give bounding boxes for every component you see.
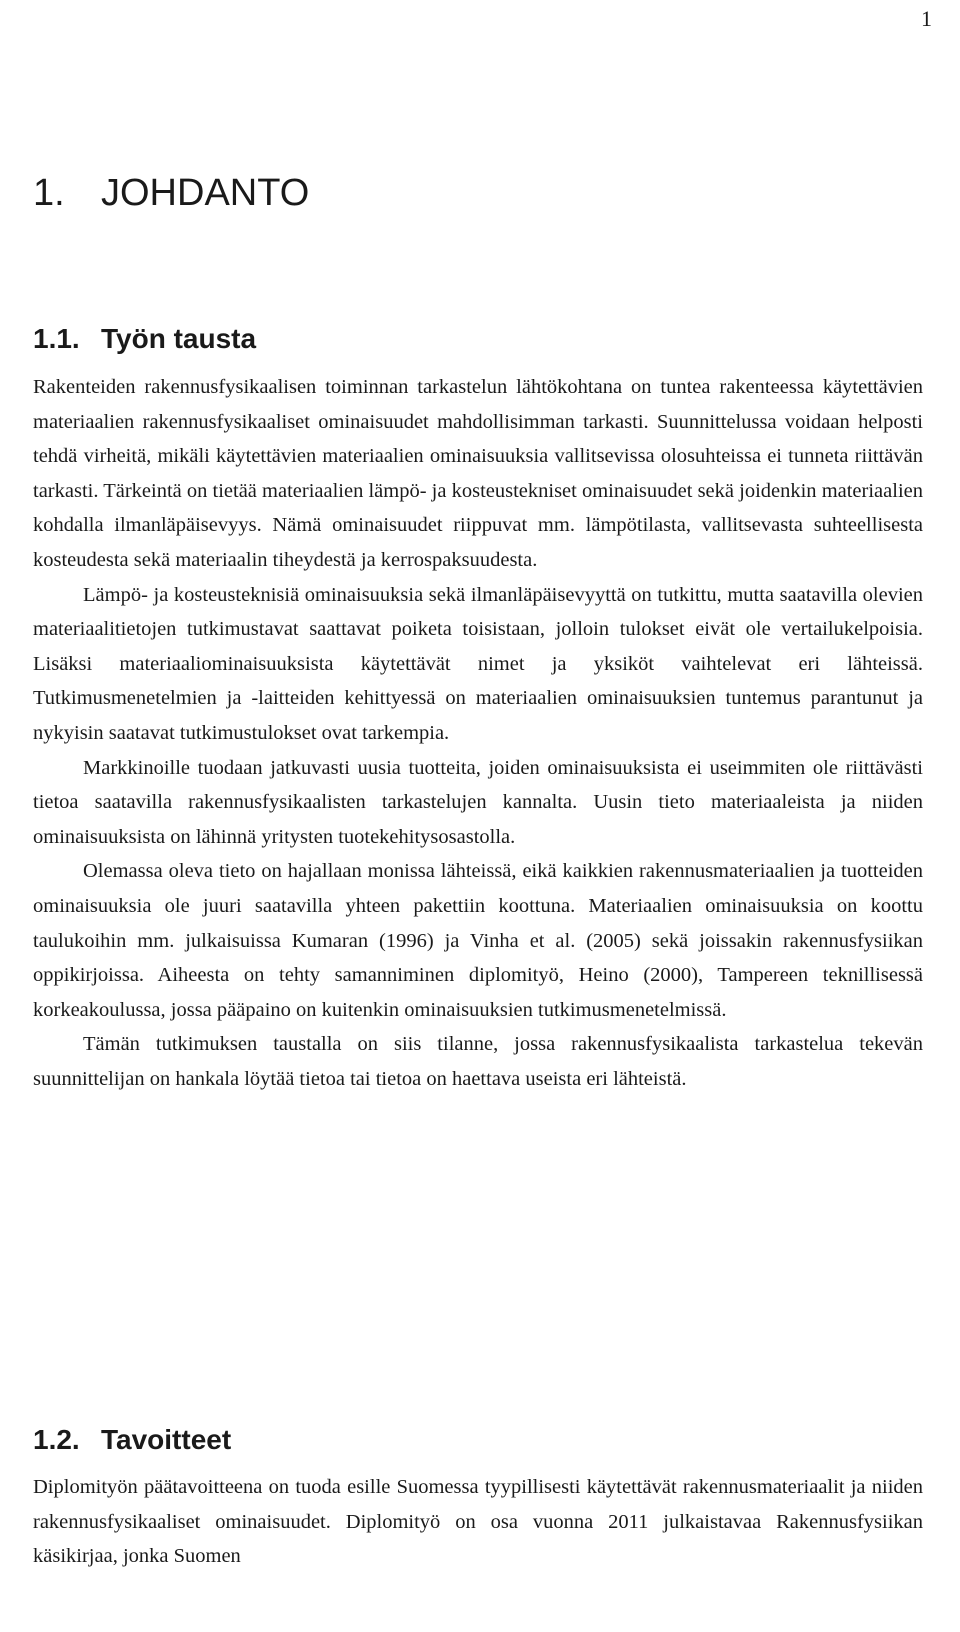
section-title: Työn tausta bbox=[101, 323, 257, 354]
section-number: 1.2. bbox=[33, 1424, 80, 1455]
paragraph: Lämpö- ja kosteusteknisiä ominaisuuksia sekä ilmanläpäisevyyttä on tutkittu, mutta saatavilla olevien materiaalitietojen tutkimustavat saattavat poiketa toisistaan, jolloin tulokset eivät ole vertailukelpoisia. Lisäksi materiaaliominaisuuksista käytettävät nimet ja yksiköt vaihtelevat eri lähteissä. Tutkimusmenetelmien ja -laitteiden kehittyessä on materiaalien ominaisuuksien tuntemus parantunut ja nykyisin saatavat tutkimustulokset ovat tarkempia. bbox=[33, 583, 923, 744]
chapter-heading bbox=[33, 170, 309, 216]
section-heading-tavoitteet bbox=[33, 1423, 231, 1457]
paragraph: Tämän tutkimuksen taustalla on siis tilanne, jossa rakennusfysikaalista tarkastelua tekevän suunnittelijan on hankala löytää tietoa tai tietoa on haettava useista eri lähteistä. bbox=[33, 1033, 923, 1090]
chapter-number: 1. bbox=[33, 172, 65, 214]
section-title: Tavoitteet bbox=[101, 1424, 232, 1455]
paragraph: Markkinoille tuodaan jatkuvasti uusia tuotteita, joiden ominaisuuksista ei useimmiten ole riittävästi tietoa saatavilla rakennusfysikaalisten tarkastelujen kannalta. Uusin tieto materiaaleista ja niiden ominaisuuksista on lähinnä yritysten tuotekehitysosastolla. bbox=[33, 756, 923, 848]
section-body-tyon-tausta bbox=[33, 370, 923, 1096]
paragraph: Rakenteiden rakennusfysikaalisen toiminnan tarkastelun lähtökohtana on tuntea rakenteessa käytettävien materiaalien rakennusfysikaaliset ominaisuudet mahdollisimman tarkasti. Suunnittelussa voidaan helposti tehdä virheitä, mikäli käytettävien materiaalien ominaisuuksia vallitsevissa olosuhteissa ei tunneta riittävän tarkasti. Tärkeintä on tietää materiaalien lämpö- ja kosteustekniset ominaisuudet sekä joidenkin materiaalien kohdalla ilmanläpäisevyys. Nämä ominaisuudet riippuvat mm. lämpötilasta, vallitsevasta suhteellisesta kosteudesta sekä materiaalin tiheydestä ja kerrospaksuudesta. bbox=[33, 376, 923, 571]
section-heading-tyon-tausta bbox=[33, 322, 256, 356]
chapter-title: JOHDANTO bbox=[101, 172, 310, 214]
paragraph: Olemassa oleva tieto on hajallaan monissa lähteissä, eikä kaikkien rakennusmateriaalien ja tuotteiden ominaisuuksia ole juuri saatavilla yhteen pakettiin koottuna. Materiaalien ominaisuuksia on koottu taulukoihin mm. julkaisuissa Kumaran (1996) ja Vinha et al. (2005) sekä joissakin rakennusfysiikan oppikirjoissa. Aiheesta on tehty samanniminen diplomityö, Heino (2000), Tampereen teknillisessä korkeakoulussa, jossa pääpaino on kuitenkin ominaisuuksien tutkimusmenetelmissä. bbox=[33, 860, 923, 1021]
paragraph: Diplomityön päätavoitteena on tuoda esille Suomessa tyypillisesti käytettävät rakennusmateriaalit ja niiden rakennusfysikaaliset ominaisuudet. Diplomityö on osa vuonna 2011 julkaistavaa Rakennusfysiikan käsikirjaa, jonka Suomen bbox=[33, 1476, 923, 1568]
page-number: 1 bbox=[921, 6, 932, 31]
section-number: 1.1. bbox=[33, 323, 80, 354]
section-body-tavoitteet bbox=[33, 1470, 923, 1574]
